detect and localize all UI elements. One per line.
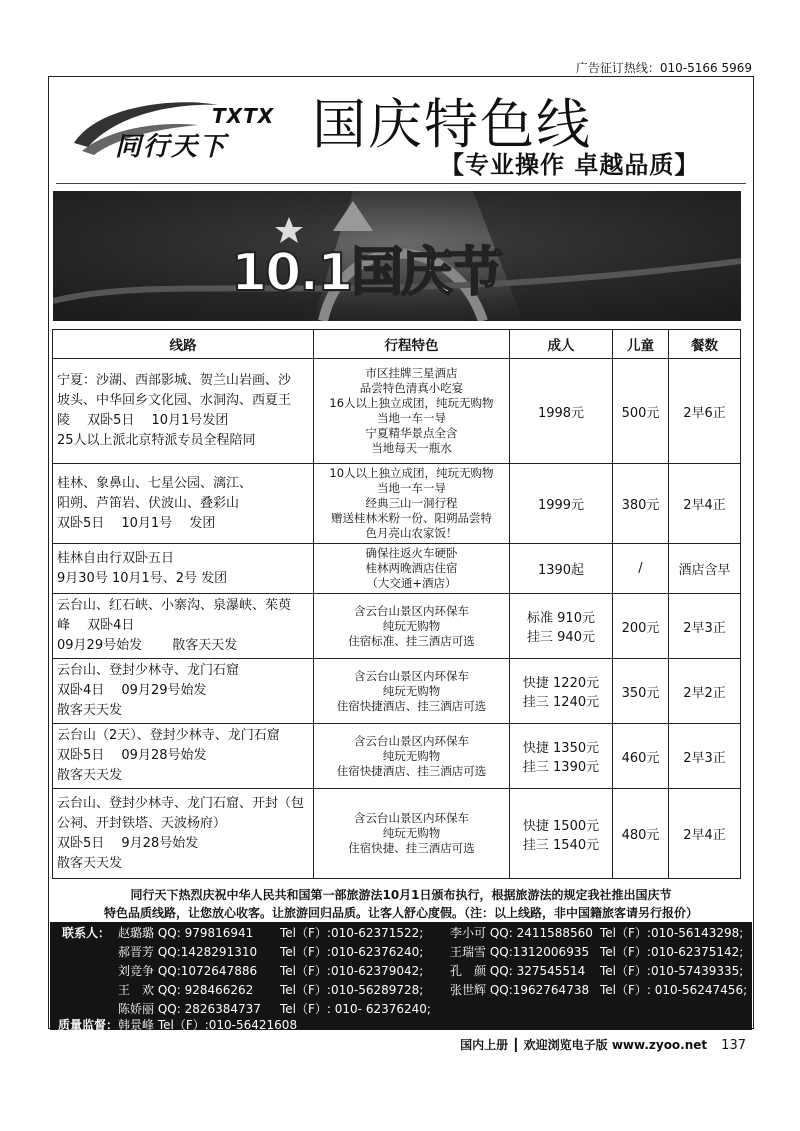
contact-qq: 郝晋芳 QQ:1428291310: [118, 945, 258, 959]
contacts-label: 联系人：: [62, 926, 111, 940]
route-line: 陵 双卧5日 10月1号发团: [57, 413, 229, 428]
meals-cell: 酒店含早: [669, 544, 741, 594]
route-line: 宁夏：沙湖、西部影城、贺兰山岩画、沙: [57, 373, 292, 388]
adult-price-line: 挂三 940元: [527, 630, 595, 645]
contact-tel: Tel（F）:010-62379042;: [280, 964, 424, 978]
adult-price-cell: [510, 659, 613, 724]
child-price-cell: 460元: [613, 724, 669, 789]
supervisor-label: 质量监督：: [58, 1018, 119, 1032]
route-line: 云台山、登封少林寺、龙门石窟、开封（包: [57, 795, 305, 811]
feature-line: 市区挂牌三星酒店: [365, 366, 458, 380]
adult-price-line: 1999元: [537, 498, 585, 513]
adult-price-line: 挂三 1240元: [522, 695, 600, 710]
feature-line: 含云台山景区内环保车: [354, 811, 469, 825]
adult-price-cell: [510, 594, 613, 659]
page-number: 137: [721, 1038, 746, 1053]
contact-qq: 陈娇丽 QQ: 2826384737: [118, 1002, 261, 1016]
header-adult: 成人: [510, 330, 613, 359]
route-line: 双卧5日 10月1号 发团: [57, 515, 216, 531]
feature-line: 色月亮山农家饭！: [365, 526, 458, 540]
contact-qq: 张世辉 QQ:1962764738: [450, 983, 590, 997]
notice: [58, 886, 744, 922]
child-price-cell: 200元: [613, 594, 669, 659]
route-line: 散客天天发: [57, 703, 123, 718]
features-cell: [314, 544, 510, 594]
banner-title: 10.1国庆节: [231, 243, 502, 303]
route-cell: [53, 659, 314, 724]
features-cell: [314, 724, 510, 789]
meals-cell: 2早4正: [669, 789, 741, 879]
feature-line: 住宿标准、挂三酒店可选: [348, 633, 475, 648]
table-row: [53, 464, 741, 544]
contact-qq: 王瑞雪 QQ:1312006935: [450, 945, 590, 959]
feature-line: 10人以上独立成团，纯玩无购物: [329, 466, 494, 480]
features-cell: [314, 464, 510, 544]
page-footer: [460, 1036, 746, 1053]
feature-line: 品尝特色清真小吃宴: [359, 381, 464, 395]
feature-line: 含云台山景区内环保车: [354, 603, 469, 618]
meals-cell: 2早4正: [669, 464, 741, 544]
feature-line: 确保往返火车硬卧: [365, 546, 458, 560]
feature-line: 住宿快捷酒店、挂三酒店可选: [336, 763, 487, 778]
adult-price-line: 快捷 1500元: [522, 818, 600, 834]
route-line: 公祠、开封铁塔、天波杨府）: [57, 815, 227, 831]
route-line: 9月30号 10月1号、2号 发团: [57, 570, 228, 586]
ad-hotline: 广告征订热线：010-5166 5969: [575, 61, 752, 75]
contact-tel: Tel（F）: 010-56247456;: [600, 983, 748, 997]
route-line: 桂林自由行双卧五日: [57, 550, 175, 566]
route-line: 双卧4日 09月29号始发: [57, 683, 207, 698]
adult-price-line: 1390起: [537, 563, 585, 578]
feature-line: （大交通+酒店）: [366, 576, 457, 590]
feature-line: 宁夏精华景点全含: [365, 426, 458, 440]
route-line: 云台山、登封少林寺、龙门石窟: [57, 663, 240, 678]
feature-line: 16人以上独立成团，纯玩无购物: [329, 396, 494, 410]
adult-price-line: 快捷 1350元: [522, 741, 600, 756]
slogan: 【专业操作 卓越品质】: [440, 150, 700, 179]
route-line: 25人以上派北京特派专员全程陪同: [57, 433, 256, 448]
feature-line: 纯玩无购物: [382, 826, 441, 840]
feature-line: 住宿快捷、挂三酒店可选: [348, 841, 475, 855]
meals-cell: 2早6正: [669, 359, 741, 464]
route-line: 峰 双卧4日: [57, 618, 135, 633]
route-cell: [53, 464, 314, 544]
table-row: [53, 659, 741, 724]
contact-qq: 赵璐璐 QQ: 979816941: [118, 926, 254, 940]
contact-qq: 孔 颜 QQ: 327545514: [450, 964, 586, 978]
contact-qq: 李小可 QQ: 2411588560: [450, 926, 593, 940]
adult-price-line: 1998元: [537, 405, 585, 421]
header-meals: 餐数: [669, 330, 741, 359]
route-cell: [53, 724, 314, 789]
supervisor-contact: 韩景峰 Tel（F）:010-56421608: [118, 1018, 298, 1032]
adult-price-cell: [510, 544, 613, 594]
features-cell: [314, 659, 510, 724]
contact-tel: Tel（F）:010-62376240;: [280, 945, 424, 959]
feature-line: 当地每天一瓶水: [371, 441, 452, 455]
feature-line: 含云台山景区内环保车: [354, 733, 469, 748]
contacts-panel: [50, 922, 752, 1030]
route-cell: [53, 594, 314, 659]
notice-line: 同行天下热烈庆祝中华人民共和国第一部旅游法10月1日颁布执行，根据旅游法的规定我社推出国庆节: [130, 888, 672, 902]
features-cell: [314, 594, 510, 659]
header-divider: [56, 183, 746, 184]
table-row: [53, 724, 741, 789]
contact-tel: Tel（F）:010-62375142;: [600, 945, 744, 959]
features-cell: [314, 789, 510, 879]
header-features: 行程特色: [314, 330, 510, 359]
notice-line: 特色品质线路，让您放心收客。让旅游回归品质。让客人舒心度假。（注：以上线路，非中国籍旅客请另行报价）: [103, 906, 698, 920]
feature-line: 纯玩无购物: [382, 683, 441, 698]
feature-line: 赠送桂林米粉一份、阳朔品尝特: [331, 511, 492, 525]
feature-line: 纯玩无购物: [382, 618, 441, 633]
table-row: [53, 594, 741, 659]
contact-tel: Tel（F）: 010- 62376240;: [280, 1002, 431, 1016]
brand-chinese: 同行天下: [115, 132, 228, 162]
adult-price-cell: [510, 359, 613, 464]
child-price-cell: 500元: [613, 359, 669, 464]
table-row: [53, 544, 741, 594]
header-child: 儿童: [613, 330, 669, 359]
feature-line: 含云台山景区内环保车: [354, 668, 469, 683]
route-line: 散客天天发: [57, 855, 123, 871]
adult-price-line: 挂三 1540元: [522, 837, 600, 853]
route-line: 双卧5日 09月28号始发: [57, 748, 207, 763]
contact-tel: Tel（F）:010-57439335;: [600, 964, 744, 978]
child-price-cell: 380元: [613, 464, 669, 544]
feature-line: 纯玩无购物: [382, 748, 441, 763]
route-line: 云台山、红石峡、小寨沟、泉瀑峡、茱萸: [57, 598, 292, 613]
adult-price-cell: [510, 789, 613, 879]
features-cell: [314, 359, 510, 464]
contact-tel: Tel（F）:010-56289728;: [280, 983, 424, 997]
route-line: 双卧5日 9月28号始发: [57, 835, 199, 851]
adult-price-line: 挂三 1390元: [522, 760, 600, 775]
header-route: 线路: [53, 330, 314, 359]
contact-tel: Tel（F）:010-56143298;: [600, 926, 744, 940]
feature-line: 住宿快捷酒店、挂三酒店可选: [336, 698, 487, 713]
child-price-cell: /: [613, 544, 669, 594]
child-price-cell: 480元: [613, 789, 669, 879]
brand-english: TXTX: [212, 104, 275, 128]
route-cell: [53, 544, 314, 594]
route-line: 桂林、象鼻山、七星公园、漓江、: [57, 475, 253, 491]
feature-line: 桂林两晚酒店住宿: [365, 561, 458, 575]
adult-price-cell: [510, 464, 613, 544]
adult-price-line: 快捷 1220元: [522, 676, 600, 691]
table-row: [53, 359, 741, 464]
route-line: 云台山（2天）、登封少林寺、龙门石窟: [57, 728, 280, 743]
contact-qq: 王 欢 QQ: 928466262: [118, 983, 254, 997]
page-title: 国庆特色线: [312, 93, 592, 156]
route-line: 散客天天发: [57, 768, 123, 783]
route-line: 阳朔、芦笛岩、伏波山、叠彩山: [57, 495, 240, 511]
route-rows: [53, 359, 741, 879]
meals-cell: 2早3正: [669, 594, 741, 659]
route-cell: [53, 359, 314, 464]
feature-line: 经典三山一洞行程: [365, 496, 458, 510]
national-day-banner: [53, 191, 741, 321]
route-table: [52, 329, 741, 879]
table-row: [53, 789, 741, 879]
meals-cell: 2早3正: [669, 724, 741, 789]
route-line: 坡头、中华回乡文化园、水洞沟、西夏王: [57, 393, 292, 408]
adult-price-cell: [510, 724, 613, 789]
child-price-cell: 350元: [613, 659, 669, 724]
contact-qq: 刘竞争 QQ:1072647886: [118, 964, 258, 978]
feature-line: 当地一车一导: [377, 481, 446, 495]
contact-tel: Tel（F）:010-62371522;: [280, 926, 424, 940]
table-header-row: [53, 330, 741, 359]
route-cell: [53, 789, 314, 879]
adult-price-line: 标准 910元: [527, 611, 595, 626]
feature-line: 当地一车一导: [377, 411, 446, 425]
route-line: 09月29号始发 散客天天发: [57, 638, 238, 653]
footer-text: 国内上册 ┃ 欢迎浏览电子版 www.zyoo.net: [460, 1038, 708, 1052]
meals-cell: 2早2正: [669, 659, 741, 724]
